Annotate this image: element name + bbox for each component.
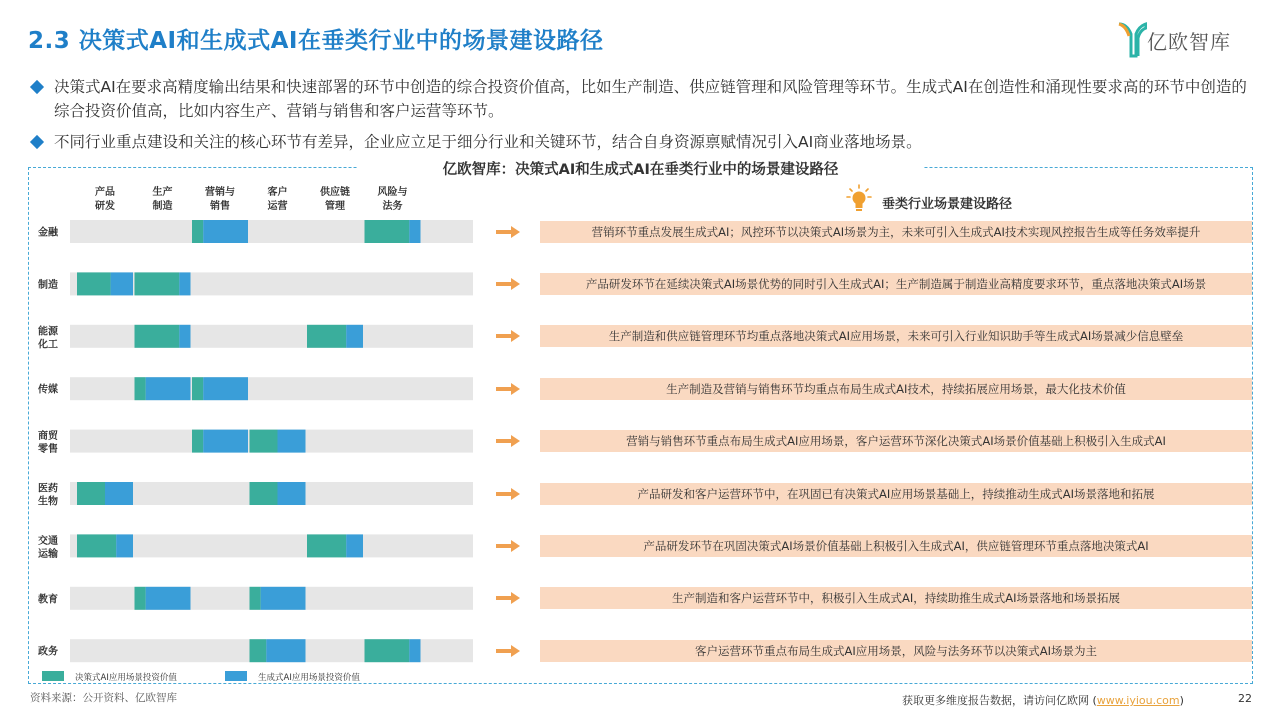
right-arrow-icon xyxy=(496,278,520,290)
industry-description: 营销与销售环节重点布局生成式AI应用场景，客户运营环节深化决策式AI场景价值基础上积极引入生成式AI xyxy=(540,430,1252,452)
decision-bar-segment xyxy=(250,482,278,505)
industry-label: 交通 xyxy=(38,535,58,547)
column-header-label: 客户 xyxy=(267,187,288,198)
page-number: 22 xyxy=(1238,692,1252,705)
decision-bar-segment xyxy=(192,377,203,400)
generative-bar-segment xyxy=(261,587,306,610)
legend-label-decision: 决策式AI应用场景投资价值 xyxy=(75,673,177,683)
decision-bar-segment xyxy=(135,587,146,610)
right-arrow-icon xyxy=(496,540,520,552)
column-header-label: 法务 xyxy=(382,201,403,212)
industry-description: 生产制造及营销与销售环节均重点布局生成式AI技术，持续拓展应用场景，最大化技术价值 xyxy=(540,378,1252,400)
generative-bar-segment xyxy=(346,325,363,348)
chart-title: 亿欧智库：决策式AI和生成式AI在垂类行业中的场景建设路径 xyxy=(358,158,923,179)
industry-label: 零售 xyxy=(38,444,58,456)
lightbulb-icon xyxy=(846,184,872,214)
industry-description: 营销环节重点发展生成式AI；风控环节以决策式AI场景为主，未来可引入生成式AI技术实现风控报告生成等任务效率提升 xyxy=(540,221,1252,243)
industry-label: 制造 xyxy=(38,279,58,291)
industry-label: 教育 xyxy=(38,594,58,606)
generative-bar-segment xyxy=(266,639,305,662)
footer-website-link[interactable]: www.iyiou.com xyxy=(1096,694,1180,707)
generative-bar-segment xyxy=(105,482,133,505)
industry-label: 政务 xyxy=(38,646,58,658)
footer-suffix: ) xyxy=(1179,694,1184,707)
generative-bar-segment xyxy=(203,377,248,400)
row-track xyxy=(70,325,473,348)
decision-bar-segment xyxy=(307,534,346,557)
generative-bar-segment xyxy=(409,220,420,243)
industry-label: 生物 xyxy=(38,496,58,508)
generative-bar-segment xyxy=(203,430,248,453)
generative-bar-segment xyxy=(278,482,306,505)
column-header-label: 营销与 xyxy=(205,187,235,198)
industry-description: 生产制造和供应链管理环节均重点落地决策式AI应用场景，未来可引入行业知识助手等生成式AI场景减少信息壁垒 xyxy=(540,325,1252,347)
right-arrow-icon xyxy=(496,645,520,657)
page-title: 2.3 决策式AI和生成式AI在垂类行业中的场景建设路径 xyxy=(28,28,604,54)
decision-bar-segment xyxy=(77,482,105,505)
generative-bar-segment xyxy=(146,377,191,400)
industry-label: 化工 xyxy=(38,339,58,351)
industry-label: 金融 xyxy=(38,227,58,239)
column-header-label: 销售 xyxy=(210,201,230,212)
logo-text: 亿欧智库 xyxy=(1147,30,1231,54)
industry-label: 医药 xyxy=(38,483,58,495)
generative-bar-segment xyxy=(111,272,133,295)
column-header-label: 运营 xyxy=(267,201,288,212)
column-header-label: 制造 xyxy=(152,201,173,212)
industry-description: 生产制造和客户运营环节中，积极引入生成式AI，持续助推生成式AI场景落地和场景拓展 xyxy=(540,587,1252,609)
decision-bar-segment xyxy=(192,220,203,243)
generative-bar-segment xyxy=(179,272,190,295)
right-column-header-label: 垂类行业场景建设路径 xyxy=(882,197,1013,212)
decision-bar-segment xyxy=(77,534,116,557)
column-header-label: 生产 xyxy=(152,187,173,198)
decision-bar-segment xyxy=(307,325,346,348)
decision-bar-segment xyxy=(135,272,180,295)
decision-bar-segment xyxy=(365,220,410,243)
generative-bar-segment xyxy=(116,534,133,557)
industry-label: 运输 xyxy=(38,548,58,560)
decision-bar-segment xyxy=(250,639,267,662)
industry-description: 产品研发和客户运营环节中，在巩固已有决策式AI应用场景基础上，持续推动生成式AI场景落地和拓展 xyxy=(540,483,1252,505)
right-arrow-icon xyxy=(496,383,520,395)
right-arrow-icon xyxy=(496,592,520,604)
generative-bar-segment xyxy=(203,220,248,243)
legend-swatch-decision xyxy=(42,671,64,681)
row-track xyxy=(70,377,473,400)
right-arrow-icon xyxy=(496,435,520,447)
decision-bar-segment xyxy=(77,272,111,295)
right-arrow-icon xyxy=(496,488,520,500)
generative-bar-segment xyxy=(146,587,191,610)
column-header-label: 风险与 xyxy=(377,187,408,198)
right-arrow-icon xyxy=(496,226,520,238)
industry-description: 客户运营环节重点布局生成式AI应用场景，风险与法务环节以决策式AI场景为主 xyxy=(540,640,1252,662)
generative-bar-segment xyxy=(409,639,420,662)
industry-description: 产品研发环节在巩固决策式AI场景价值基础上积极引入生成式AI，供应链管理环节重点落地决策式AI xyxy=(540,535,1252,557)
decision-bar-segment xyxy=(250,430,278,453)
footer-text xyxy=(902,692,1184,708)
decision-bar-segment xyxy=(192,430,203,453)
footer-prefix: 获取更多维度报告数据，请访问亿欧网 ( xyxy=(902,694,1097,707)
industry-label: 能源 xyxy=(38,326,58,338)
decision-bar-segment xyxy=(365,639,410,662)
industry-label: 商贸 xyxy=(38,431,58,443)
generative-bar-segment xyxy=(278,430,306,453)
right-arrow-icon xyxy=(496,330,520,342)
industry-label: 传媒 xyxy=(38,384,58,396)
bullet-text: 不同行业重点建设和关注的核心环节有差异，企业应立足于细分行业和关键环节，结合自身资源禀赋情况引入AI商业落地场景。 xyxy=(54,133,922,151)
industry-description: 产品研发环节在延续决策式AI场景优势的同时引入生成式AI；生产制造属于制造业高精度要求环节，重点落地决策式AI场景 xyxy=(540,273,1252,295)
legend-swatch-generative xyxy=(225,671,247,681)
generative-bar-segment xyxy=(179,325,190,348)
column-header-label: 供应链 xyxy=(320,187,350,198)
decision-bar-segment xyxy=(250,587,261,610)
generative-bar-segment xyxy=(346,534,363,557)
column-header-label: 研发 xyxy=(95,201,115,212)
column-header-label: 管理 xyxy=(325,201,345,212)
legend-label-generative: 生成式AI应用场景投资价值 xyxy=(258,673,360,683)
decision-bar-segment xyxy=(135,377,146,400)
source-note: 资料来源：公开资料、亿欧智库 xyxy=(30,692,177,704)
bullet-text: 决策式AI在要求高精度输出结果和快速部署的环节中创造的综合投资价值高，比如生产制造、供应链管理和风险管理等环节。生成式AI在创造性和涌现性要求高的环节中创造的综合投资价值高，比如内容生产、营销与销售和客户运营等环节。 xyxy=(54,78,1247,120)
decision-bar-segment xyxy=(135,325,180,348)
column-header-label: 产品 xyxy=(95,187,115,198)
